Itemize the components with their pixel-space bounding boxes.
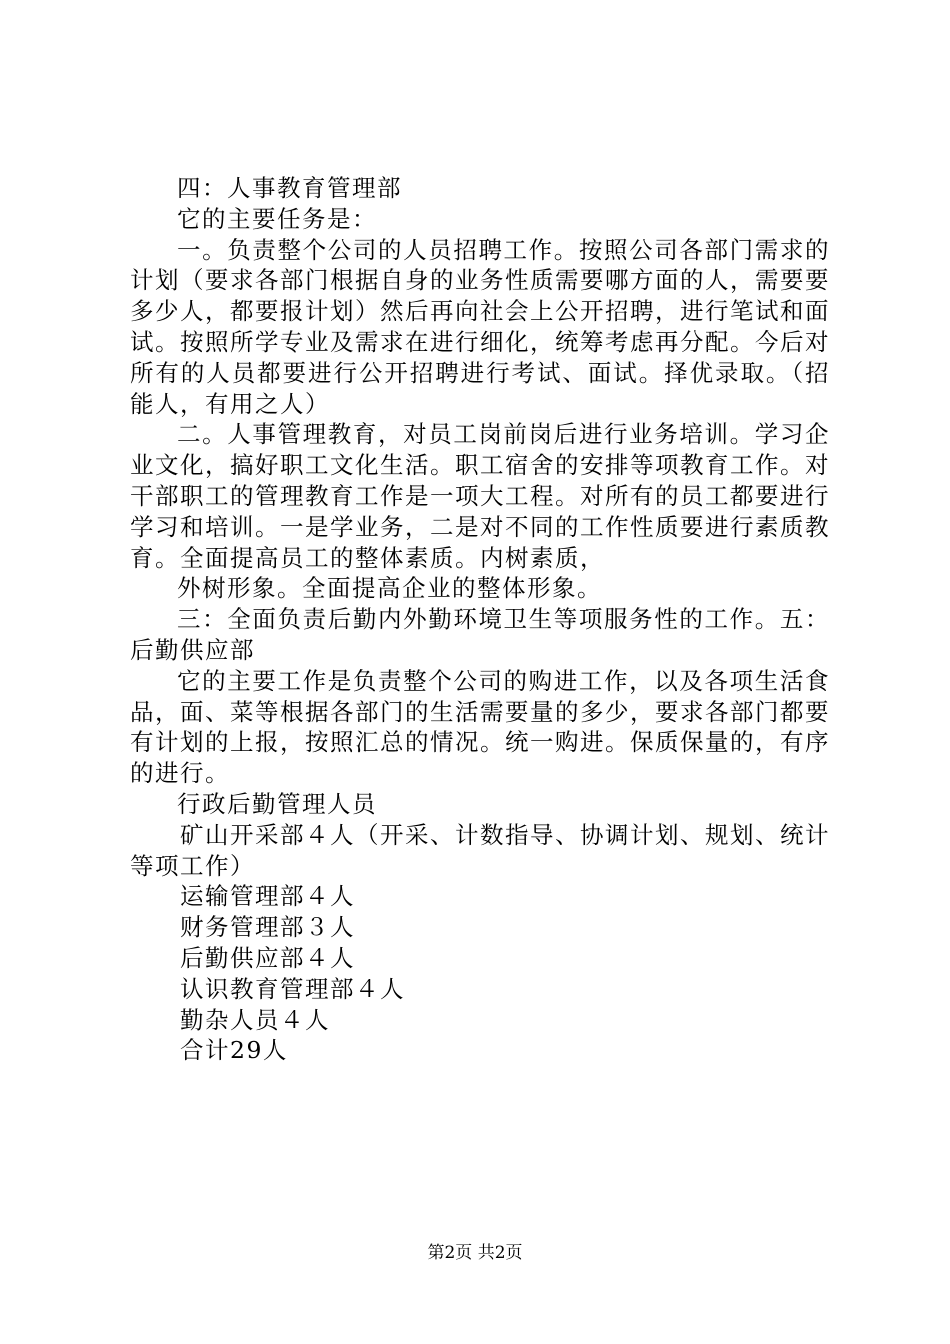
section-heading-hr: 四：人事教育管理部 <box>177 174 402 202</box>
paragraph: 二。人事管理教育，对员工岗前岗后进行业务培训。学习企业文化，搞好职工文化生活。职工宿舍的安排等项教育工作。对干部职工的管理教育工作是一项大工程。对所有的员工都要进行学习和培训。一是学业务，二是对不同的工作性质要进行素质教育。全面提高员工的整体素质。内树素质， <box>130 420 830 572</box>
paragraph: 外树形象。全面提高企业的整体形象。 <box>177 574 602 603</box>
staff-list-item: 矿山开采部４人（开采、计数指导、协调计划、规划、统计等项工作） <box>130 820 830 880</box>
staff-list-item: 后勤供应部４人 <box>180 943 355 972</box>
staff-list-heading: 行政后勤管理人员 <box>177 789 377 818</box>
staff-list-item: 认识教育管理部４人 <box>180 974 405 1003</box>
paragraph: 三：全面负责后勤内外勤环境卫生等项服务性的工作。五：后勤供应部 <box>130 605 830 664</box>
staff-list-item: 财务管理部３人 <box>180 913 355 942</box>
paragraph: 它的主要任务是： <box>177 204 377 233</box>
paragraph: 它的主要工作是负责整个公司的购进工作，以及各项生活食品，面、菜等根据各部门的生活需要量的多少，要求各部门都要有计划的上报，按照汇总的情况。统一购进。保质保量的，有序的进行。 <box>130 666 830 788</box>
staff-total: 合计29人 <box>180 1036 288 1065</box>
paragraph: 一。负责整个公司的人员招聘工作。按照公司各部门需求的计划（要求各部门根据自身的业务性质需要哪方面的人，需要要多少人，都要报计划）然后再向社会上公开招聘，进行笔试和面试。按照所学专业及需求在进行细化，统筹考虑再分配。今后对所有的人员都要进行公开招聘进行考试、面试。择优录取。（招能人，有用之人） <box>130 235 830 418</box>
page-number-footer: 第2页 共2页 <box>427 1243 523 1263</box>
document-body <box>130 173 830 1066</box>
staff-list-item: 运输管理部４人 <box>180 882 355 911</box>
staff-list-item: 勤杂人员４人 <box>180 1005 330 1034</box>
